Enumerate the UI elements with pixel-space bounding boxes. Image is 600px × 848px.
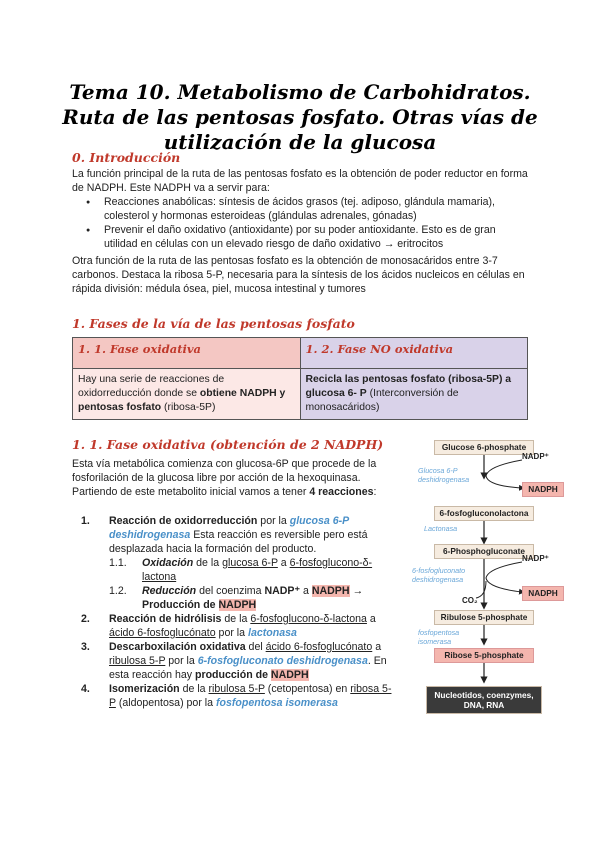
- list-item: 1. Reacción de oxidorreducción por la glucosa 6-P deshidrogenasa Esta reacción es reversible pero está desplazada hacia la formación del producto. 1.1. Oxidación de la glucosa 6-P a 6-fosfoglucono-δ-lactona 1.2. Reducción del coenzima NADP⁺ a NADPH → Producción de NADPH: [72, 514, 397, 612]
- list-item: 4. Isomerización de la ribulosa 5-P (cetopentosa) en ribosa 5-P (aldopentosa) por la fosfopentosa isomerasa: [81, 683, 392, 709]
- enzyme-label: 6-fosfogluconato deshidrogenasa: [412, 566, 466, 584]
- box-ribose-5-phosphate: Ribose 5-phosphate: [434, 648, 534, 663]
- enzyme-label: Glucosa 6-P deshidrogenasa: [418, 466, 470, 484]
- sub-item: 1.2. Reducción del coenzima NADP⁺ a NADPH → Producción de NADPH: [109, 585, 364, 611]
- intro-paragraph-1: La función principal de la ruta de las pentosas fosfato es la obtención de poder reductor en forma de NADPH. Este NADPH va a servir para:: [72, 168, 528, 194]
- oxidative-paragraph: Esta vía metabólica comienza con glucosa-6P que procede de la fosforilación de la glucosa libre por acción de la hexoquinasa. Partiendo de este metabolito inicial vamos a tener 4 reacciones:: [72, 458, 377, 498]
- co2-label: CO₂: [462, 596, 478, 605]
- intro-paragraph-2: Otra función de la ruta de las pentosas fosfato es la obtención de monosacáridos entre 3-7 carbonos. Destaca la ribosa 5-P, necesaria para la síntesis de los ácidos nucleicos en células en rápida división: médula ósea, piel, mucosa intestinal y tumores: [72, 255, 525, 295]
- page-title: Tema 10. Metabolismo de Carbohidratos. Ruta de las pentosas fosfato. Otras vías de utilización de la glucosa: [62, 80, 538, 154]
- oxidative-heading: 1. 1. Fase oxidativa (obtención de 2 NADPH): [72, 437, 384, 452]
- reaction-list: [72, 514, 397, 710]
- list-item: 2. Reacción de hidrólisis de la 6-fosfoglucono-δ-lactona a ácido 6-fosfoglucónato por la lactonasa: [81, 613, 376, 639]
- enzyme-label: Lactonasa: [424, 524, 458, 533]
- sub-item: 1.1. Oxidación de la glucosa 6-P a 6-fosfoglucono-δ-lactona: [109, 557, 373, 583]
- phases-table: [72, 337, 528, 420]
- nadp-label: NADP⁺: [522, 452, 549, 461]
- phase-oxidative-cell: Hay una serie de reacciones de oxidorreducción donde se obtiene NADPH y pentosas fosfato (ribosa-5P): [73, 369, 301, 420]
- phases-heading: 1. Fases de la vía de las pentosas fosfato: [72, 316, 355, 331]
- enzyme-label: fosfopentosa isomerasa: [418, 628, 460, 646]
- phase-oxidative-header: 1. 1. Fase oxidativa: [73, 338, 301, 369]
- box-ribulose-5-phosphate: Ribulose 5-phosphate: [434, 610, 534, 625]
- box-6-phosphogluconate: 6-Phosphogluconate: [434, 544, 534, 559]
- intro-bullet-list: [72, 195, 527, 251]
- box-nadph: NADPH: [522, 586, 564, 601]
- nadp-label: NADP⁺: [522, 554, 549, 563]
- box-nadph: NADPH: [522, 482, 564, 497]
- phase-nonoxidative-header: 1. 2. Fase NO oxidativa: [300, 338, 528, 369]
- intro-heading: 0. Introducción: [72, 150, 181, 165]
- box-products: Nucleotidos, coenzymes, DNA, RNA: [426, 686, 542, 714]
- list-item: ● Prevenir el daño oxidativo (antioxidante) por su poder antioxidante. Esto es de gran utilidad en células con un elevado riesgo de daño oxidativo → eritrocitos: [72, 223, 527, 251]
- list-item: ● Reacciones anabólicas: síntesis de ácidos grasos (tej. adiposo, glándula mamaria), colesterol y hormonas esteroideas (glándulas adrenales, gónadas): [72, 195, 527, 223]
- box-glucose-6-phosphate: Glucose 6-phosphate: [434, 440, 534, 455]
- box-6-fosfogluconolactona: 6-fosfogluconolactona: [434, 506, 534, 521]
- list-item: 3. Descarboxilación oxidativa del ácido 6-fosfoglucónato a ribulosa 5-P por la 6-fosfogluconato deshidrogenasa. En esta reacción hay producción de NADPH: [81, 641, 387, 681]
- phase-nonoxidative-cell: Recicla las pentosas fosfato (ribosa-5P) a glucosa 6- P (Interconversión de monosacáridos): [300, 369, 528, 420]
- pentose-phosphate-diagram: [404, 436, 558, 716]
